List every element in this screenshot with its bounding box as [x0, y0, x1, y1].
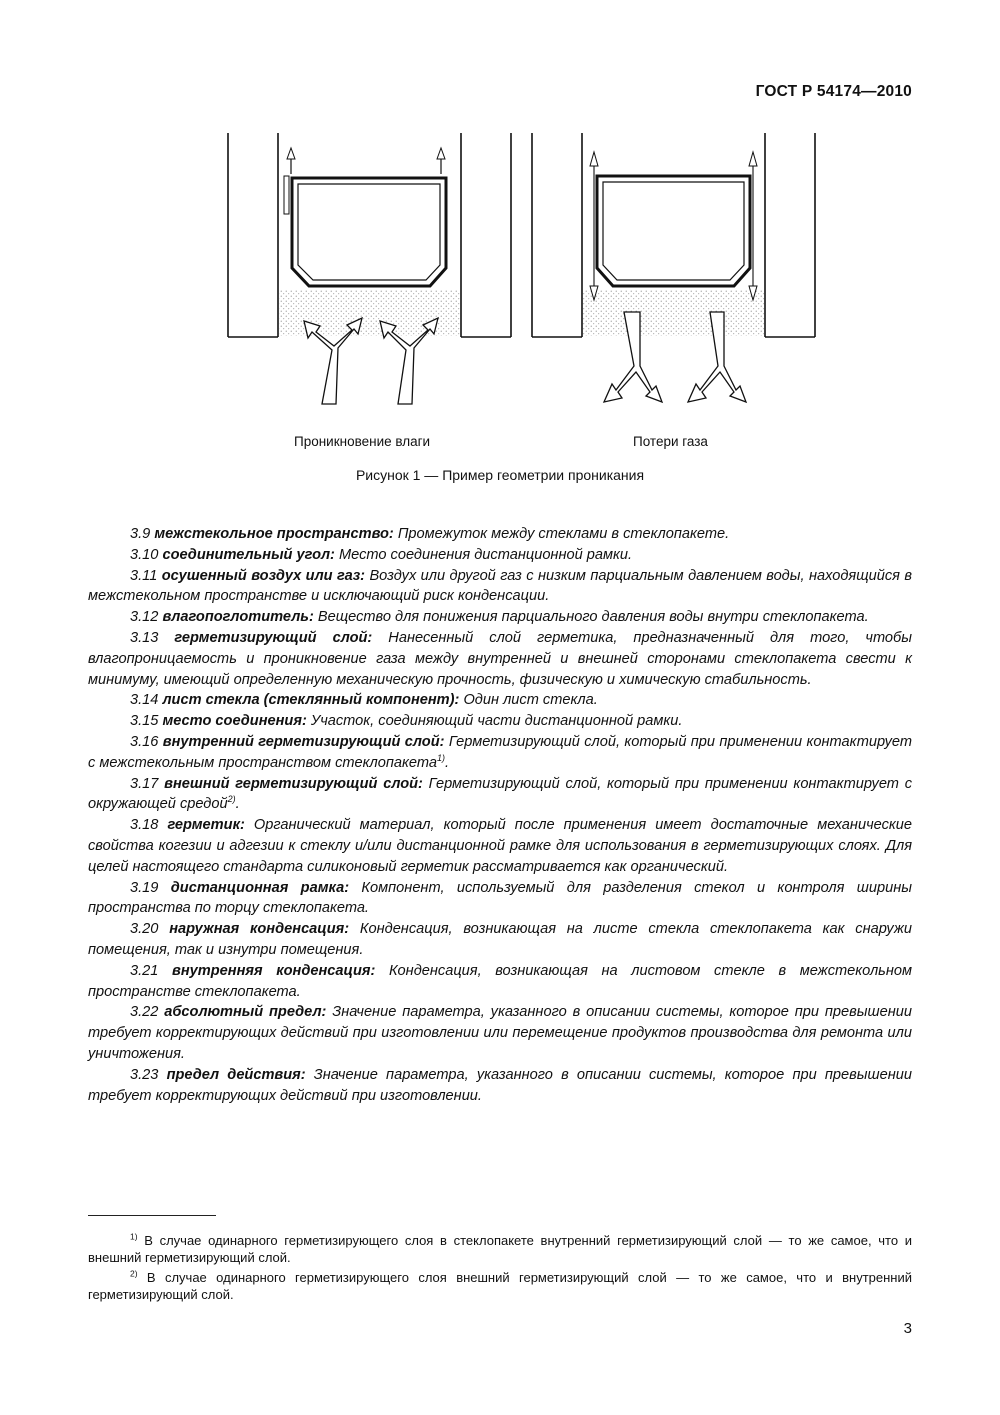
term-paragraph: 3.10 соединительный угол: Место соединения дистанционной рамки.	[130, 546, 633, 563]
figure-diagram	[0, 0, 1000, 500]
term-paragraph: 3.18 герметик: Органический материал, который после применения имеет достаточные механические свойства когезии и адгезии к стеклу и/или дистанционной рамке для использования в герметизирующих слоях. Для целей настоящего стандарта силиконовый герметик рассматривается как органический.	[88, 817, 912, 875]
right-panel-diagram	[532, 133, 815, 402]
figure-left-label: Проникновение влаги	[294, 434, 431, 449]
footnotes	[88, 1232, 912, 1306]
terms-list	[88, 524, 912, 1106]
term-paragraph: 3.9 межстекольное пространство: Промежуток между стеклами в стеклопакете.	[130, 526, 730, 542]
term-paragraph: 3.12 влагопоглотитель: Вещество для понижения парциального давления воды внутри стеклопакета.	[130, 609, 869, 626]
term-paragraph: 3.16 внутренний герметизирующий слой: Герметизирующий слой, который при применении контактирует с межстекольным пространством стеклопакета$^{1)}$.	[88, 733, 913, 771]
footnote-divider	[88, 1215, 216, 1216]
figure-right-label: Потери газа	[633, 434, 708, 449]
term-paragraph: 3.14 лист стекла (стеклянный компонент): Один лист стекла.	[130, 692, 598, 709]
term-paragraph: 3.17 внешний герметизирующий слой: Герметизирующий слой, который при применении контактирует с окружающей средой$^{2)}$.	[88, 775, 912, 813]
left-panel-diagram	[228, 133, 511, 404]
page-number: 3	[903, 1320, 912, 1337]
footnote: $^{1)}$ В случае одинарного герметизирующего слоя в стеклопакете внутренний герметизирующий слой — то же самое, что и внешний герметизирующий слой.	[88, 1231, 912, 1266]
footnote-ref: 1)	[437, 752, 446, 763]
term-paragraph: 3.23 предел действия: Значение параметра, указанного в описании системы, которое при превышении требует корректирующих действий при изготовлении.	[88, 1066, 912, 1104]
term-paragraph: 3.22 абсолютный предел: Значение параметра, указанного в описании системы, которое при превышении требует корректирующих действий при изготовлении или перемещение продуктов производства для ремонта или уничтожения.	[88, 1004, 912, 1062]
document-code: ГОСТ Р 54174—2010	[755, 83, 912, 100]
term-paragraph: 3.13 герметизирующий слой: Нанесенный слой герметика, предназначенный для того, чтобы влагопроницаемость и проникновение газа между внутренней и внешней сторонами стеклопакета свести к минимуму, имеющий определенную механическую прочность, физическую и химическую стабильность.	[88, 629, 912, 688]
term-paragraph: 3.15 место соединения: Участок, соединяющий части дистанционной рамки.	[130, 713, 683, 730]
figure-caption: Рисунок 1 — Пример геометрии проникания	[355, 467, 645, 483]
term-paragraph: 3.19 дистанционная рамка: Компонент, используемый для разделения стекол и контроля ширины пространства по торцу стеклопакета.	[88, 879, 912, 917]
footnote: $^{2)}$ В случае одинарного герметизирующего слоя внешний герметизирующий слой — то же самое, что и внутренний герметизирующий слой.	[88, 1268, 912, 1303]
footnote-ref: 2)	[227, 794, 236, 805]
term-paragraph: 3.20 наружная конденсация: Конденсация, возникающая на листе стекла стеклопакета как снаружи помещения, так и изнутри помещения.	[88, 921, 912, 958]
term-paragraph: 3.21 внутренняя конденсация: Конденсация, возникающая на листовом стекле в межстекольном пространстве стеклопакета.	[88, 962, 913, 1000]
term-paragraph: 3.11 осушенный воздух или газ: Воздух или другой газ с низким парциальным давлением воды, находящийся в межстекольном пространстве и исключающий риск конденсации.	[88, 567, 912, 605]
